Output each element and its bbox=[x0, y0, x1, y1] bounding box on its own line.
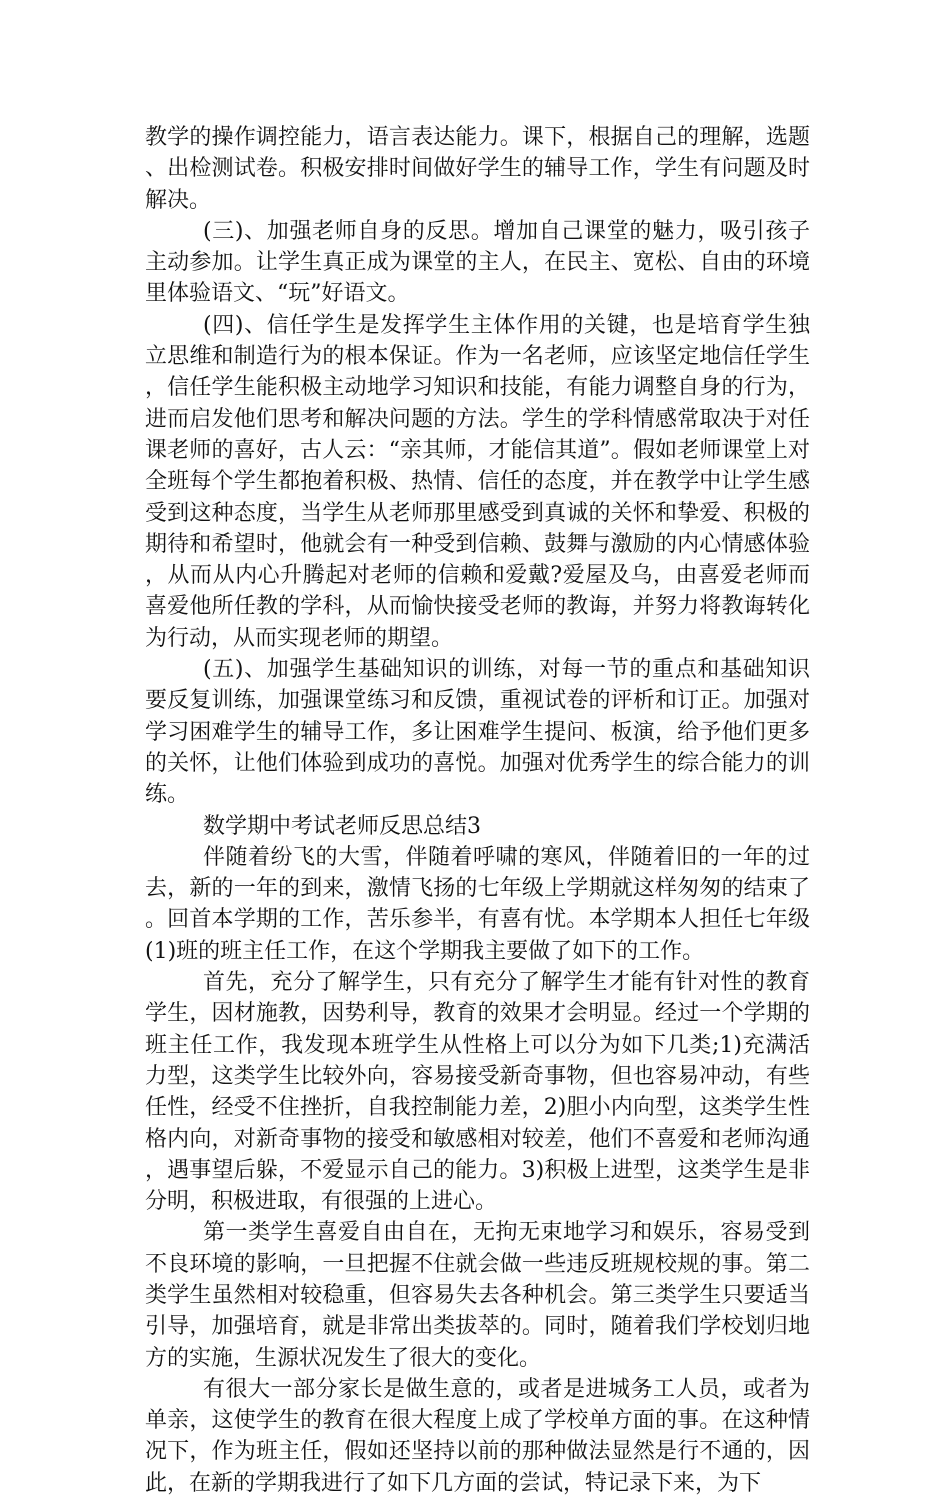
paragraph-family-situation: 有很大一部分家长是做生意的，或者是进城务工人员，或者为单亲，这使学生的教育在很大程度上成了学校单方面的事。在这种情况下，作为班主任，假如还坚持以前的那种做法显然是行不通的，因此，在新的学期我进行了如下几方面的尝试，特记录下来，为下 bbox=[145, 1376, 810, 1496]
paragraph-student-types: 首先，充分了解学生，只有充分了解学生才能有针对性的教育学生，因材施教，因势利导，教育的效果才会明显。经过一个学期的班主任工作，我发现本班学生从性格上可以分为如下几类;1)充满活力型，这类学生比较外向，容易接受新奇事物，但也容易冲动，有些任性，经受不住挫折，自我控制能力差，2)胆小内向型，这类学生性格内向，对新奇事物的接受和敏感相对较差，他们不喜爱和老师沟通，遇事望后躲，不爱显示自己的能力。3)积极上进型，这类学生是非分明，积极进取，有很强的上进心。 bbox=[145, 970, 810, 1215]
document-body bbox=[145, 122, 810, 1499]
paragraph-semester-intro: 伴随着纷飞的大雪，伴随着呼啸的寒风，伴随着旧的一年的过去，新的一年的到来，激情飞扬的七年级上学期就这样匆匆的结束了。回首本学期的工作，苦乐参半，有喜有忧。本学期本人担任七年级(1)班的班主任工作，在这个学期我主要做了如下的工作。 bbox=[145, 844, 810, 964]
paragraph-section-four: (四)、信任学生是发挥学生主体作用的关键，也是培育学生独立思维和制造行为的根本保证。作为一名老师，应该坚定地信任学生，信任学生能积极主动地学习知识和技能，有能力调整自身的行为，进而启发他们思考和解决问题的方法。学生的学科情感常取决于对任课老师的喜好，古人云：“亲其师，才能信其道”。假如老师课堂上对全班每个学生都抱着积极、热情、信任的态度，并在教学中让学生感受到这种态度，当学生从老师那里感受到真诚的关怀和挚爱、积极的期待和希望时，他就会有一种受到信赖、鼓舞与激励的内心情感体验，从而从内心升腾起对老师的信赖和爱戴?爱屋及乌，由喜爱老师而喜爱他所任教的学科，从而愉快接受老师的教诲，并努力将教诲转化为行动，从而实现老师的期望。 bbox=[145, 312, 810, 651]
paragraph-section-five: (五)、加强学生基础知识的训练，对每一节的重点和基础知识要反复训练，加强课堂练习和反馈，重视试卷的评析和订正。加强对学习困难学生的辅导工作，多让困难学生提问、板演，给予他们更多的关怀，让他们体验到成功的喜悦。加强对优秀学生的综合能力的训练。 bbox=[145, 657, 810, 808]
section-heading-summary-3: 数学期中考试老师反思总结3 bbox=[203, 813, 481, 839]
paragraph-section-three: (三)、加强老师自身的反思。增加自己课堂的魅力，吸引孩子主动参加。让学生真正成为课堂的主人，在民主、宽松、自由的环境里体验语文、“玩”好语文。 bbox=[145, 218, 810, 307]
paragraph-type-analysis: 第一类学生喜爱自由自在，无拘无束地学习和娱乐，容易受到不良环境的影响，一旦把握不住就会做一些违反班规校规的事。第二类学生虽然相对较稳重，但容易失去各种机会。第三类学生只要适当引导，加强培育，就是非常出类拔萃的。同时，随着我们学校划归地方的实施，生源状况发生了很大的变化。 bbox=[145, 1220, 810, 1371]
paragraph-teaching-control: 教学的操作调控能力，语言表达能力。课下，根据自己的理解，选题、出检测试卷。积极安排时间做好学生的辅导工作，学生有问题及时解决。 bbox=[145, 125, 810, 213]
